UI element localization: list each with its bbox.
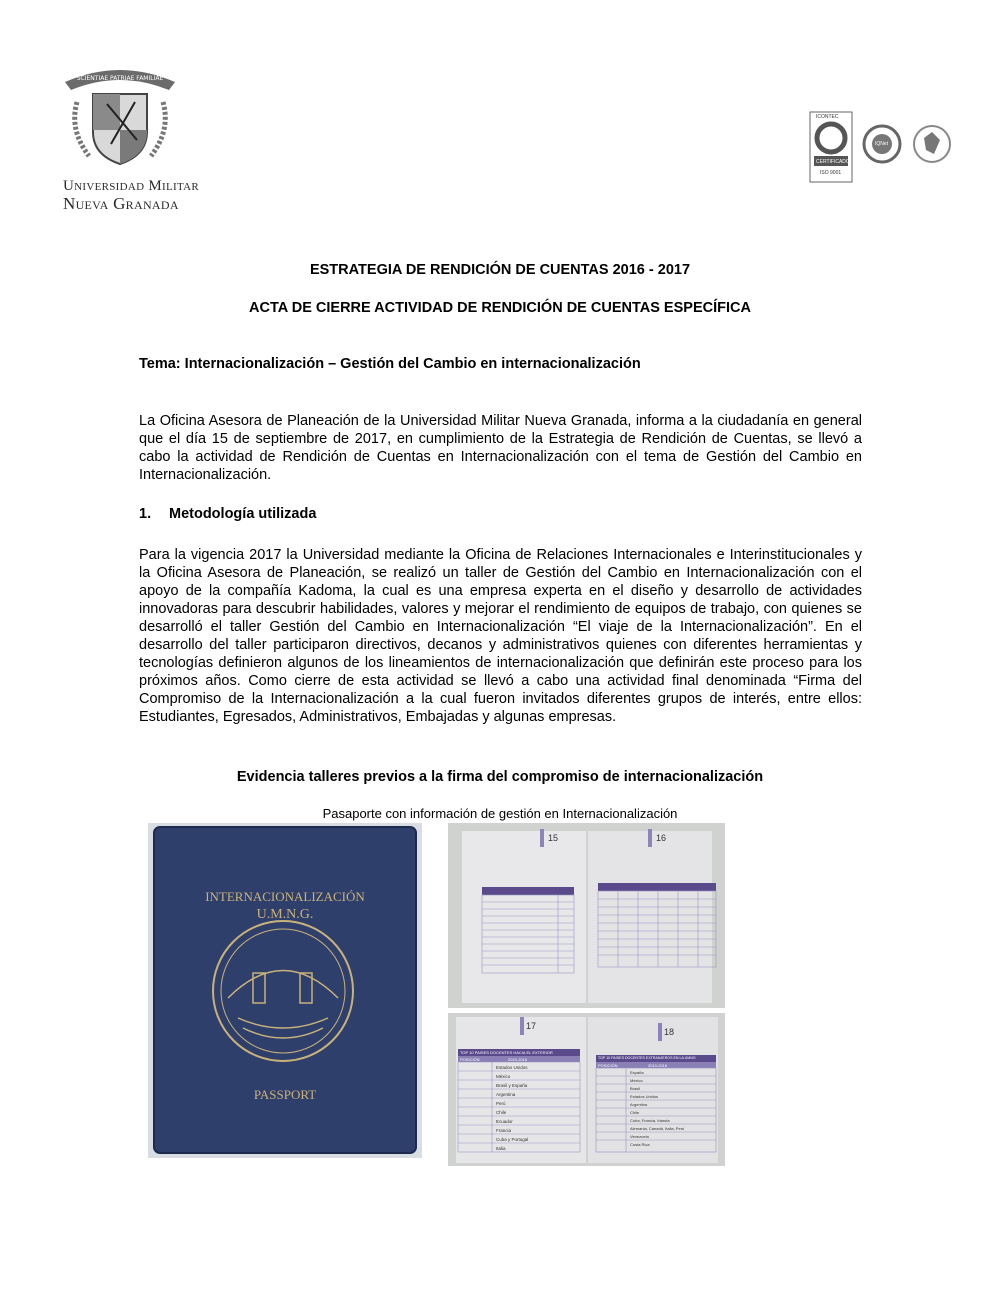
passport-label: PASSPORT	[253, 1087, 317, 1102]
table-row: Estados Unidos	[496, 1065, 528, 1070]
table-row: Cuba, Francia, Irlanda	[630, 1118, 670, 1123]
table-row: México	[630, 1078, 643, 1083]
table-row: Perú	[496, 1101, 506, 1106]
svg-text:SCIENTIAE PATRIAE FAMILIAE: SCIENTIAE PATRIAE FAMILIAE	[76, 75, 164, 82]
table-row: Francia	[496, 1128, 512, 1133]
table-row: España	[630, 1070, 644, 1075]
page-number: 17	[526, 1021, 537, 1031]
table-row: Argentina	[496, 1092, 516, 1097]
table-row: Chile	[496, 1110, 507, 1115]
page-number: 18	[664, 1027, 675, 1037]
topic-heading: Tema: Internacionalización – Gestión del Cambio en internacionalización	[139, 356, 641, 372]
table-row: México	[496, 1074, 511, 1079]
cert-label: CERTIFICADO	[816, 159, 850, 165]
cert-label: ISO 9001	[820, 170, 842, 176]
passport-pages-15-16-photo	[448, 823, 725, 1008]
table-column: POSICIÓN	[460, 1057, 480, 1062]
table-row: Cuba y Portugal	[496, 1137, 529, 1142]
university-name-line1: Universidad Militar	[63, 178, 200, 194]
photo-caption: Pasaporte con información de gestión en Internacionalización	[322, 806, 678, 821]
document-subtitle: ACTA DE CIERRE ACTIVIDAD DE RENDICIÓN DE CUENTAS ESPECÍFICA	[249, 300, 751, 316]
table-row: Estados Unidos	[630, 1094, 659, 1099]
table-column: 2010-2016	[648, 1063, 668, 1068]
table-header: TOP 10 PAISES DOCENTES EXTRANJEROS EN LA UMNG	[598, 1056, 696, 1060]
table-column: POSICIÓN	[598, 1063, 618, 1068]
intro-paragraph: La Oficina Asesora de Planeación de la Universidad Militar Nueva Granada, informa a la ciudadanía en general que el día 15 de septiembre de 2017, en cumplimiento de la Estrategia de Rendición de Cuentas, se llevó a cabo la actividad de Rendición de Cuentas en Internacionalización con el tema de Gestión del Cambio en Internacionalización.	[139, 413, 862, 483]
page-number: 16	[656, 833, 667, 843]
table-row: Brasil	[630, 1086, 641, 1091]
section-number: 1.	[139, 506, 152, 522]
certification-logos	[808, 110, 958, 185]
passport-subtitle: U.M.N.G.	[256, 907, 314, 922]
table-column: 2010-2016	[508, 1057, 528, 1062]
document-title: ESTRATEGIA DE RENDICIÓN DE CUENTAS 2016 - 2017	[309, 262, 691, 278]
passport-cover-photo	[148, 823, 422, 1158]
table-rows	[496, 1063, 528, 1153]
evidence-heading: Evidencia talleres previos a la firma del compromiso de internacionalización	[236, 769, 764, 785]
table-rows	[630, 1069, 684, 1149]
methodology-paragraph: Para la vigencia 2017 la Universidad mediante la Oficina de Relaciones Internacionales e Interinstitucionales y la Oficina Asesora de Planeación, se realizó un taller de Gestión del Cambio en Internacionalización con el apoyo de la compañía Kadoma, la cual es una empresa experta en el diseño y desarrollo de actividades innovadoras para descubrir habilidades, valores y mejorar el rendimiento de equipos de trabajo, con quienes se desarrolló el taller Gestión del Cambio en Internacionalización “El viaje de la Internacionalización”. En el desarrollo del taller participaron directivos, decanos y administrativos quienes con diferentes herramientas y tecnologías definieron algunos de los lineamientos de internacionalización que definirán este proceso para los próximos años. Como cierre de esta actividad se llevó a cabo una actividad final denominada “Firma del Compromiso de la Internacionalización a la cual fueron invitados diferentes grupos de interés, entre ellos: Estudiantes, Egresados, Administrativos, Embajadas y algunas empresas.	[139, 547, 862, 725]
table-row: Venezuela	[630, 1134, 649, 1139]
table-row: Alemania, Canadá, Italia, Perú	[630, 1126, 685, 1131]
table-row: Chile	[630, 1110, 640, 1115]
passport-pages-17-18-photo	[448, 1013, 725, 1166]
section-title: Metodología utilizada	[169, 506, 317, 522]
cert-label: IQNet	[875, 141, 889, 147]
table-row: Costa Rica	[630, 1142, 650, 1147]
table-row: Italia	[496, 1146, 506, 1151]
shield-crest-icon	[55, 60, 185, 178]
page-number: 15	[548, 833, 559, 843]
table-row: Brasil y España	[496, 1083, 528, 1088]
table-row: Ecuador	[496, 1119, 513, 1124]
section-heading	[139, 506, 316, 522]
university-logo	[55, 60, 200, 215]
table-header: TOP 10 PAISES DOCENTES HACIA EL EXTERIOR	[460, 1050, 553, 1055]
university-name-line2: Nueva Granada	[63, 194, 179, 213]
cert-label: ICONTEC	[816, 114, 839, 120]
passport-title: INTERNACIONALIZACIÓN	[205, 889, 365, 904]
table-row: Argentina	[630, 1102, 648, 1107]
university-name	[63, 178, 243, 212]
